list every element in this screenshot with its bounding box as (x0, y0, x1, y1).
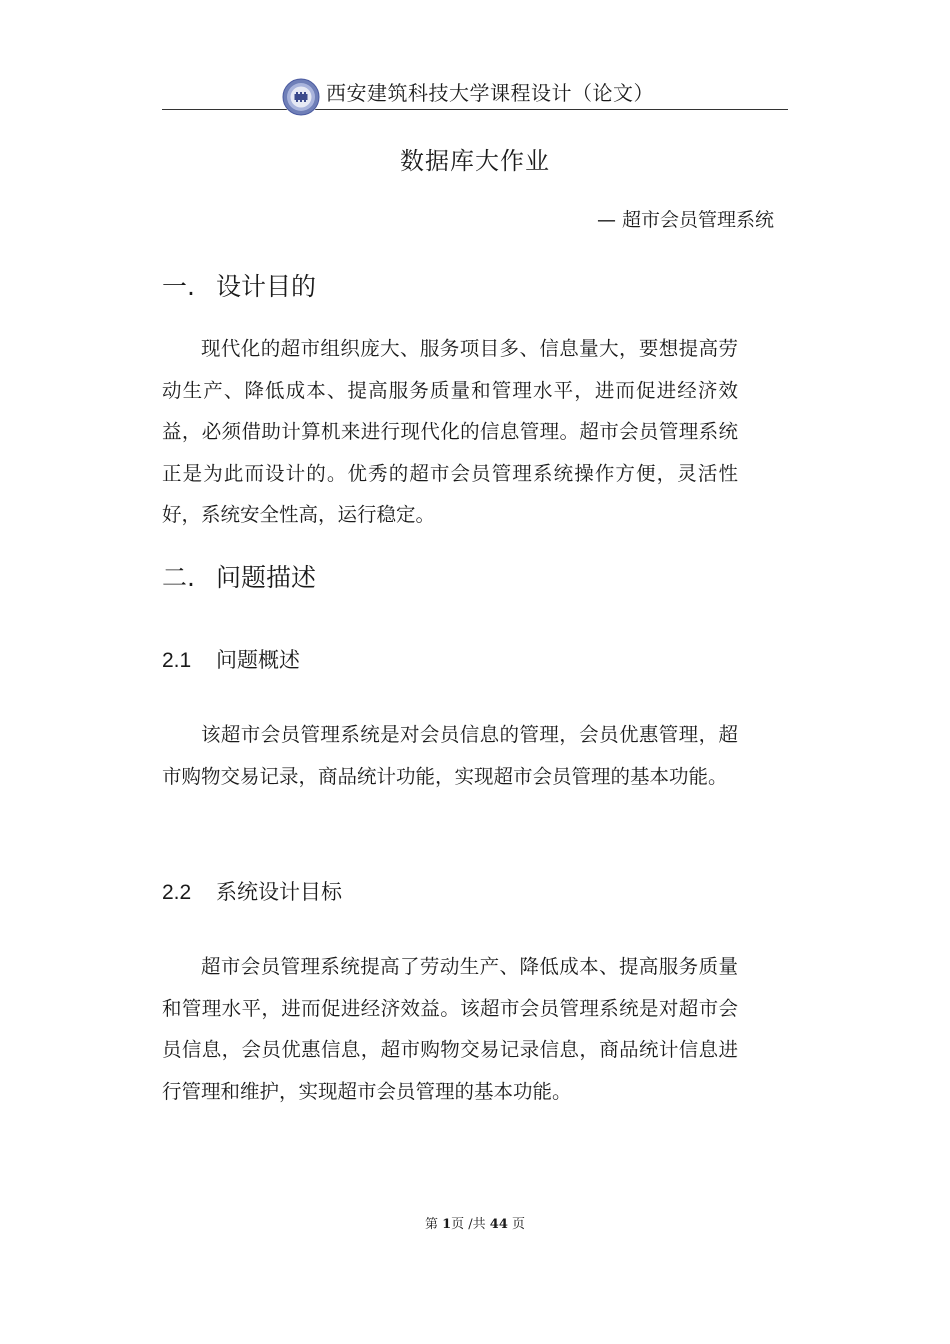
total-pages: 44 (489, 1217, 508, 1232)
document-subtitle: — 超市会员管理系统 (596, 209, 774, 231)
section-number: 二. (162, 563, 195, 592)
subsection-number: 2.1 (162, 649, 192, 672)
section-heading-2 (162, 561, 316, 595)
subsection-2-2-paragraph: 超市会员管理系统提高了劳动生产、降低成本、提高服务质量和管理水平，进而促进经济效益。该超市会员管理系统是对超市会员信息，会员优惠信息，超市购物交易记录信息，商品统计信息进行管理和维护，实现超市会员管理的基本功能。 (162, 955, 738, 1103)
subsection-title: 问题概述 (216, 648, 300, 672)
section-title: 问题描述 (216, 563, 317, 592)
page-number: 1 (442, 1217, 452, 1232)
footer-prefix: 第 (424, 1217, 438, 1232)
document-title: 数据库大作业 (400, 147, 550, 175)
section-heading-1 (162, 270, 316, 304)
section-number: 一. (162, 272, 195, 301)
subsection-heading-2-1 (162, 645, 300, 676)
page-header (162, 78, 788, 118)
subsection-title: 系统设计目标 (216, 880, 342, 904)
footer-suffix: 页 (512, 1217, 526, 1232)
header-title: 西安建筑科技大学课程设计（论文） (326, 80, 658, 106)
page-footer (0, 1216, 950, 1234)
section-1-paragraph: 现代化的超市组织庞大、服务项目多、信息量大，要想提高劳动生产、降低成本、提高服务质量和管理水平，进而促进经济效益，必须借助计算机来进行现代化的信息管理。超市会员管理系统正是为此而设计的。优秀的超市会员管理系统操作方便，灵活性好，系统安全性高，运行稳定。 (162, 337, 738, 526)
university-seal-icon (282, 78, 320, 116)
subsection-heading-2-2 (162, 877, 342, 908)
section-title: 设计目的 (216, 272, 317, 301)
subsection-number: 2.2 (162, 881, 192, 904)
subsection-2-1-paragraph: 该超市会员管理系统是对会员信息的管理，会员优惠管理，超市购物交易记录，商品统计功能，实现超市会员管理的基本功能。 (162, 723, 738, 788)
header-rule (162, 109, 788, 110)
footer-middle: 页 /共 (451, 1217, 486, 1232)
